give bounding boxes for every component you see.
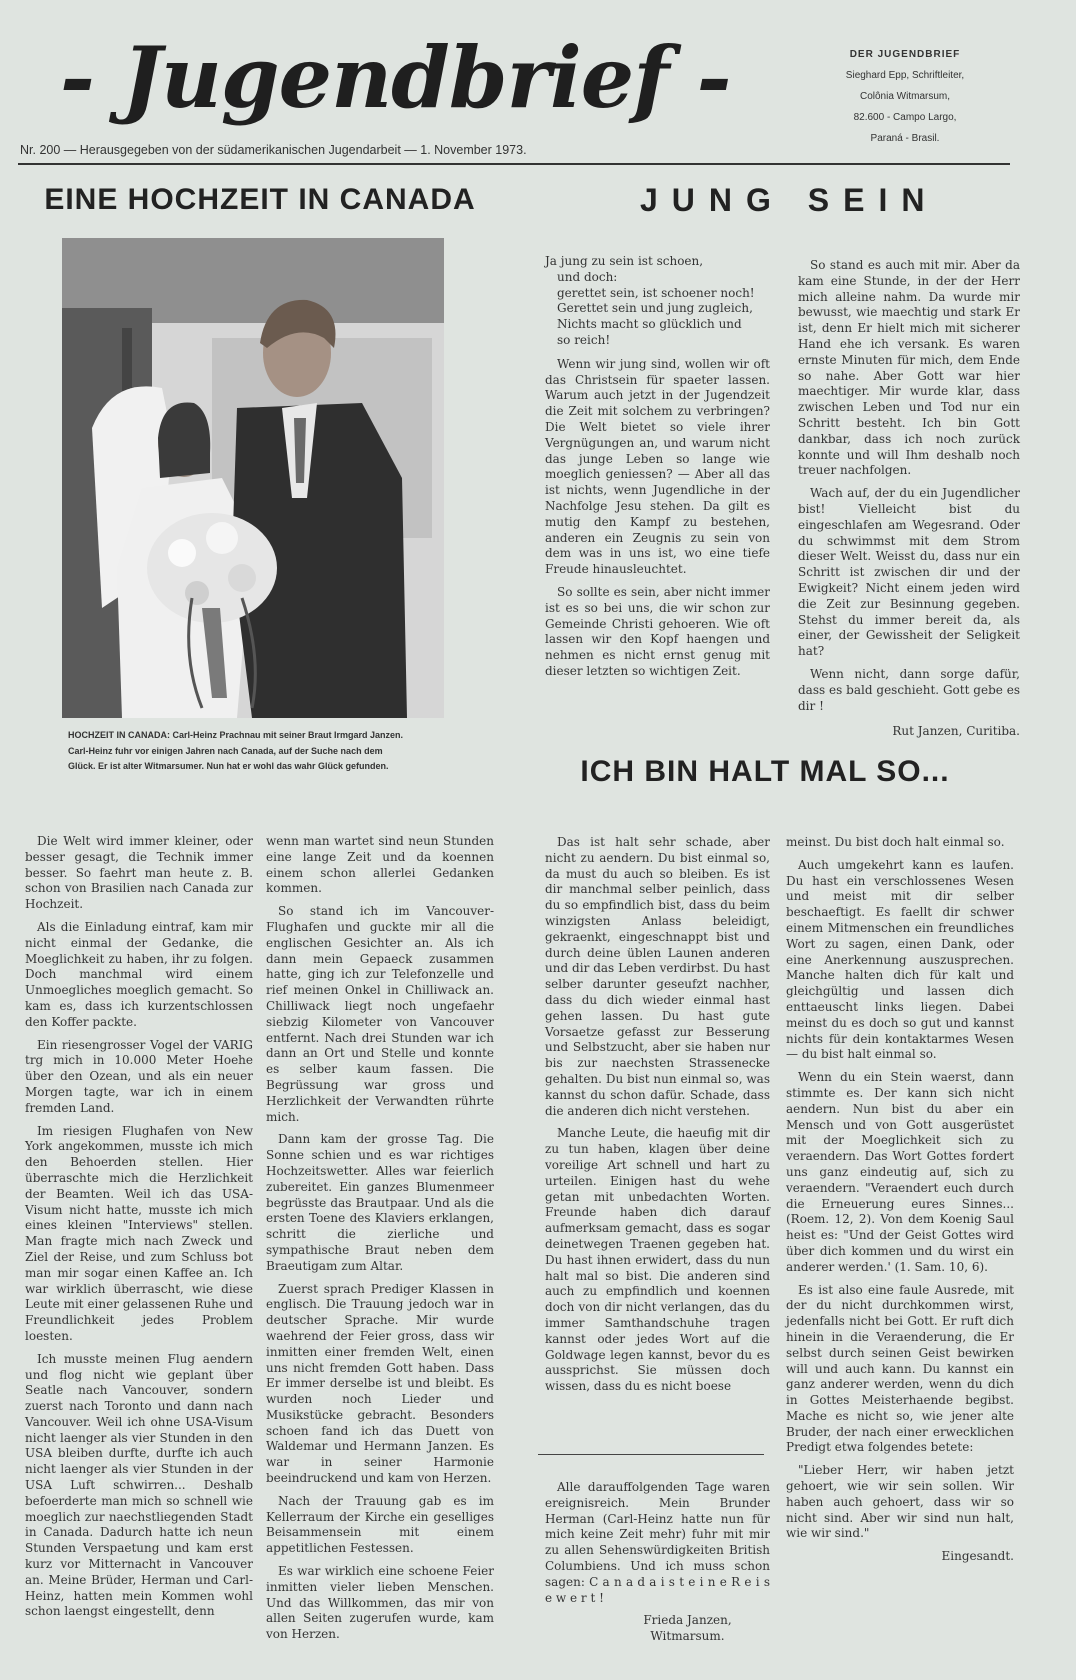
wedding-continuation: [545, 1480, 770, 1645]
signature: Frieda Janzen,: [643, 1613, 732, 1628]
poem-line: Gerettet sein und jung zugleich,: [557, 301, 753, 316]
paragraph: meinst. Du bist doch halt einmal so.: [786, 835, 1005, 849]
paragraph: So sollte es sein, aber nicht immer ist es so bei uns, die wir schon zur Gemeinde Christi gehoeren. Wie oft lassen wir den Kopf haengen und nehmen es nicht ernst genug mit dieser letzten so wichtigen Zeit.: [545, 584, 770, 678]
poem-line: so reich!: [557, 332, 611, 347]
poem-line: Nichts macht so glücklich und: [557, 317, 742, 332]
paragraph: Auch umgekehrt kann es laufen. Du hast ein verschlossenes Wesen und meist mit dir selber beschaeftigt. Es faellt dir schwer einem Mitmenschen ein freundliches Wort zu sagen, einen Dank, oder eine Anerkennung auszusprechen. Manche halten dich für kalt und gleichgültig und lassen dich enttaeuscht links liegen. Dabei meinst du es doch so gut und kannst nichts für dein kontaktarmes Wesen — du bist halt einmal so.: [786, 857, 1014, 1062]
paragraph: Wenn nicht, dann sorge dafür, dass es bald geschieht. Gott gebe es dir !: [798, 666, 1020, 713]
poem-line: Ja jung zu sein ist schoen,: [545, 254, 704, 268]
poem-line: gerettet sein, ist schoener noch!: [557, 285, 755, 300]
publisher-line: 82.600 - Campo Largo,: [853, 112, 957, 123]
headline-halt: ICH BIN HALT MAL SO...: [580, 755, 950, 788]
publisher-line: Colônia Witmarsum,: [859, 91, 951, 102]
paragraph: Es war wirklich eine schoene Feier inmitten vieler lieben Menschen. Und das Willkommen, das mir von allen Seiten zugerufen wurde, kam von Herzen.: [266, 1564, 494, 1642]
paragraph: Das ist halt sehr schade, aber nicht zu aendern. Du bist einmal so, da must du auch so bleiben. Es ist dir manchmal selber peinlich, dass du so empfindlich bist, dass du beim winzigsten Anlass beleidigt, gekraenkt, eingeschnappt bist und durch deine üblen Launen anderen und dir das Leben verdirbst. Du hast selber darunter geseufzt nachher, dass du dich wieder einmal hast gehen lassen. Du hast gute Vorsaetze gefasst zur Besserung und Selbstzucht, aber sie haben nur bis zur naechsten Strassenecke gehalten. Du bist nun einmal so, was kannst du schon dafür. Schade, dass die anderen dich nicht verstehen.: [545, 835, 770, 1118]
signature: Eingesandt.: [941, 1549, 1014, 1564]
paragraph: Wenn wir jung sind, wollen wir oft das Christsein für spaeter lassen. Warum auch jetzt in der Jugendzeit die Zeit mit solchem zu verbringen? Die Welt bietet so viele ihrer Vergnügungen an, und warum nicht das junge Leben so lange wie moeglich geniessen? — Aber all das ist nichts, wenn Jugendliche in der Nachfolge Jesu stehen. Da gilt es mutig den Kampf zu bestehen, anderen ein Zeugnis zu sein von dem was in uns ist, wo eine tiefe Freude hinausleuchtet.: [545, 356, 770, 577]
paragraph: Wach auf, der du ein Jugendlicher bist! Vielleicht bist du eingeschlafen am Wegesrand. Oder du schwimmst mit dem Strom dieser Welt. Weisst du, dass nur ein Schritt ist zwischen dir und der Ewigkeit? Nicht einem jeden wird die Zeit zur Besinnung gegeben. Stehst du immer bereit da, als einer, der Gewissheit der Seligkeit hat?: [798, 486, 1020, 659]
masthead-title: - Jugendbrief -: [60, 28, 731, 127]
paragraph: Es ist also eine faule Ausrede, mit der du nicht durchkommen wirst, jedenfalls nicht bei Gott. Er ruft dich hinein in die Veraenderung, die Er selbst durch seinen Geist bewirken will und auch kann. Du kannst ein ganz anderer werden, wenn du dich in Gottes Meisterhaende begibst. Mache es nicht so, wie jener alte Bruder, der nach einer erwecklichen Predigt etwa folgendes betete:: [786, 1282, 1014, 1455]
paragraph: Nach der Trauung gab es im Kellerraum der Kirche ein geselliges Beisammensein mit einem appetitlichen Festessen.: [266, 1493, 494, 1556]
publisher-line: Sieghard Epp, Schriftleiter,: [845, 70, 965, 81]
paragraph: Zuerst sprach Prediger Klassen in englisch. Die Trauung jedoch war in deutscher Sprache. Mir wurde waehrend der Feier gross, dass wir inmitten einer fremden Welt, einen uns nicht fremden Gott haben. Dass Er immer derselbe ist und bleibt. Es wurden noch Lieder und Musikstücke gebracht. Besonders schoen fand ich das Duett von Waldemar und Hermann Janzen. Es war in seiner Harmonie beeindruckend und kam von Herzen.: [266, 1281, 494, 1486]
paragraph: Als die Einladung eintraf, kam mir nicht einmal der Gedanke, die Moeglichkeit zu haben, ihr zu folgen. Doch manchmal wird einem Unmoegliches moeglich gemacht. So kam es, dass ich kurzentschlossen den Koffer packte.: [25, 919, 253, 1029]
headline-wedding: EINE HOCHZEIT IN CANADA: [44, 183, 476, 216]
jung-sein-column-1: [545, 254, 770, 687]
halt-column-1: [545, 835, 770, 1402]
paragraph: Ich musste meinen Flug aendern und flog nicht wie geplant über Seatle nach Vancouver, sondern zuerst nach Toronto und dann nach Vancouver. Weil ich ohne USA-Visum nicht laenger als vier Stunden in den USA bleiben durfte, durfte ich auch nicht laenger als vier Stunden in der USA Luft schwirren... Deshalb befoerderte man mich so schnell wie moeglich zur naechstliegenden Stadt in Canada. Dadurch hatte ich neun Stunden Verspaetung und kam erst kurz vor Mitternacht in Vancouver an. Meine Brüder, Herman und Carl-Heinz, hatten mein Kommen wohl schon laengst eingestellt, denn: [25, 1351, 253, 1619]
wedding-photo: [62, 238, 444, 718]
masthead-rule: [18, 163, 1010, 165]
publisher-name: DER JUGENDBRIEF: [849, 49, 961, 60]
wedding-column-2: [266, 834, 494, 1650]
poem-line: und doch:: [557, 269, 618, 284]
paragraph: So stand es auch mit mir. Aber da kam eine Stunde, in der der Herr mich alleine nahm. Da wurde mir bewusst, wie maechtig und stark Er ist, denn Er hielt mich mit sicherer Hand ehe ich versank. Es waren ernste Minuten für mich, dem Ende so nahe. Aber Gott war hier maechtiger. Mir wurde klar, dass zwischen Leben und Tod nur ein Schritt besteht. Ich bin Gott dankbar, dass ich noch zurück konnte und will Ihm deshalb noch treuer nachfolgen.: [798, 258, 1020, 478]
signature: Rut Janzen, Curitiba.: [892, 724, 1020, 739]
paragraph: Alle darauffolgenden Tage waren ereignisreich. Mein Brunder Herman (Carl-Heinz hatte nun für mich keine Zeit mehr) fuhr mit mir zu allen Sehenswürdigkeiten British Columbiens. Und ich muss schon sagen: C a n a d a i s t e i n e R e i s e w e r t !: [545, 1480, 770, 1605]
publisher-info: [780, 44, 1030, 149]
issue-subline: Nr. 200 — Herausgegeben von der südamerikanischen Jugendarbeit — 1. November 1973.: [20, 143, 527, 157]
paragraph: Ein riesengrosser Vogel der VARIG trg mich in 10.000 Meter Hoehe über den Ozean, und als ein neuer Morgen tagte, war ich in einem fremden Land.: [25, 1037, 253, 1115]
paragraph: So stand ich im Vancouver-Flughafen und guckte mir all die englischen Gesichter an. Als ich dann mein Gepaeck zusammen hatte, ging ich zur Telefonzelle und rief meinen Onkel in Chilliwack an. Chilliwack liegt noch ungefaehr siebzig Kilometer von Vancouver entfernt. Nach drei Stunden war ich dann an Ort und Stelle und konnte es selber kaum fassen. Die Begrüssung war gross und Herzlichkeit der Verwandten rührte mich.: [266, 904, 494, 1124]
paragraph: Manche Leute, die haeufig mit dir zu tun haben, klagen über deine voreilige Art schnell und hart zu urteilen. Einigen hast du wehe getan mit unbedachten Worten. Freunde haben dich darauf aufmerksam gemacht, dass es sogar deinetwegen Traenen gegeben hat. Du hast ihnen erwidert, dass du nun halt mal so bist. Die anderen sind auch zu empfindlich und koennen doch von dir nicht verlangen, das du immer Samthandschuhe tragen kannst oder jedes Wort auf die Goldwage legen kannst, bevor du es aussprichst. Sie müssen doch wissen, dass du es nicht boese: [545, 1126, 770, 1394]
jung-sein-column-2: [798, 258, 1020, 747]
paragraph: Im riesigen Flughafen von New York angekommen, musste ich mich den Behoerden stellen. Hier überraschte mich die Herzlichkeit der Beamten. Weil ich das USA-Visum nicht hatte, musste ich mich eines kleinen "Interviews" stellen. Man fragte mich nach Zweck und Ziel der Reise, und zum Schluss bot man mir sogar einen Kaffee an. Ich war wirklich überrascht, wie diese Leute mit einer gelassenen Ruhe und Freundlichkeit jedes Problem loesten.: [25, 1123, 253, 1343]
paragraph: wenn man wartet sind neun Stunden eine lange Zeit und da koennen einem schon allerlei Gedanken kommen.: [266, 834, 494, 896]
paragraph: "Lieber Herr, wir haben jetzt gehoert, wie wir sein sollen. Wir haben auch gehoert, dass wir so nicht sind. Aber wir sind nun halt, wie wir sind.": [786, 1463, 1014, 1541]
halt-column-2: [786, 835, 1014, 1572]
signature: Witmarsum.: [650, 1629, 725, 1644]
headline-young: JUNG SEIN: [640, 182, 939, 218]
paragraph: Dann kam der grosse Tag. Die Sonne schien und es war richtiges Hochzeitswetter. Alles war feierlich zubereitet. Ein ganzes Blumenmeer begrüsste das Brautpaar. Und als die ersten Toene des Klaviers erklangen, schritt die zierliche und sympathische Braut neben dem Braeutigam zum Altar.: [266, 1132, 494, 1273]
column-divider: [538, 1454, 764, 1455]
paragraph: Die Welt wird immer kleiner, oder besser gesagt, die Technik immer besser. So faehrt man heute z. B. schon von Brasilien nach Canada zur Hochzeit.: [25, 834, 253, 912]
photo-caption: HOCHZEIT IN CANADA: Carl-Heinz Prachnau mit seiner Braut Irmgard Janzen. Carl-Heinz fuhr vor einigen Jahren nach Canada, auf der Suche nach dem Glück. Er ist alter Witmarsumer. Nun hat er wohl das wahr Glück gefunden.: [68, 730, 404, 771]
paragraph: Wenn du ein Stein waerst, dann stimmte es. Der kann sich nicht aendern. Nun bist du aber ein Mensch und von Gott ausgerüstet mit der Moeglichkeit sich zu veraendern. Das Wort Gottes fordert uns ganz eindeutig auf, sich zu veraendern. "Veraendert euch durch die Erneuerung eures Sinnes... (Roem. 12, 2). Von dem Koenig Saul heist es: "Und der Geist Gottes wird über dich kommen und du wirst ein anderer werden.' (1. Sam. 10, 6).: [786, 1070, 1014, 1274]
publisher-line: Paraná - Brasil.: [870, 133, 940, 144]
wedding-column-1: [25, 834, 253, 1627]
